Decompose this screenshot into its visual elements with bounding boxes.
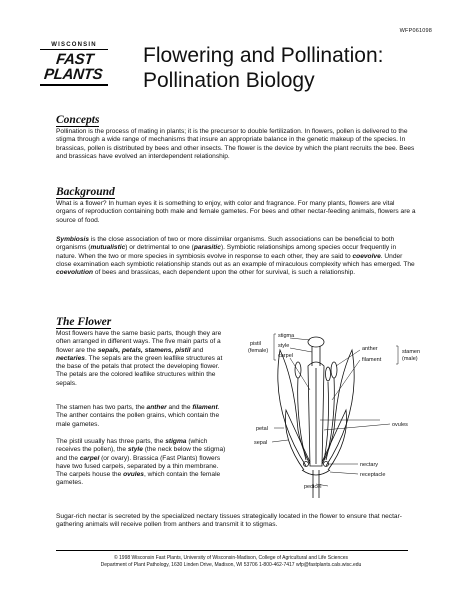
anther-right-2-shape — [326, 367, 331, 381]
filament-right-shape — [326, 378, 334, 460]
term-filament: filament — [192, 404, 218, 411]
term-nectaries: nectaries — [56, 354, 85, 362]
label-nectary: nectary — [360, 462, 379, 468]
concepts-heading: Concepts — [56, 114, 100, 126]
term-mutualistic: mutualistic — [90, 244, 126, 252]
receptacle-shape — [302, 470, 330, 475]
flower-paragraph-4: Sugar-rich nectar is secreted by the specialized nectary tissues strategically located in the flower to ensure that nectar-gathering animals will receive pollen from anthers and transmit it to stigmas. — [56, 513, 402, 529]
flower-paragraph-2: The stamen has two parts, the anther and the filament. The anther contains the pollen grains, which contain the male gametes. — [56, 404, 220, 428]
document-id: WFP061098 — [399, 28, 432, 34]
page-title — [143, 43, 443, 93]
concepts-paragraph: Pollination is the process of mating in plants; it is the precursor to double fertilization. In flowers, pollen is delivered to the stigma through a wide range of mechanisms that insure an appropriate balance in the genetic makeup of the species. In brassicas, pollen is distributed by bees and other insects. The flower is the device by which the plant recruits the bee. Bees and brassicas have evolved an interdependent relationship. — [56, 128, 415, 160]
flower-diagram — [240, 320, 430, 498]
anther-right-shape — [331, 362, 337, 378]
term-coevolution: coevolution — [56, 269, 93, 277]
background-paragraph-1: What is a flower? In human eyes it is something to enjoy, with color and fragrance. For many plants, flowers are vital organs of reproduction containing both male and female gametes. For bees and other nectar-feeding animals, flowers are a source of food. — [56, 200, 416, 224]
flower-paragraph-1: Most flowers have the same basic parts, though they are often arranged in different ways. The five main parts of a flower are the sepals, petals, stamens, pistil and nectaries. The sepals are the green leaflike structures at the base of the petals that protect the developing flower. The petals are the colored leaflike structures within the sepals. — [56, 330, 223, 387]
term-anther: anther — [146, 404, 167, 411]
label-male: (male) — [402, 356, 418, 362]
petal-left-shape — [278, 350, 310, 466]
term-coevolve: coevolve — [352, 252, 381, 260]
footer — [40, 555, 422, 569]
term-parasitic: parasitic — [193, 244, 221, 252]
stigma-shape — [308, 337, 324, 347]
term-style: style — [127, 446, 143, 454]
page-title-line1: Flowering and Pollination: — [143, 44, 384, 67]
wisconsin-fast-plants-logo — [40, 42, 108, 88]
label-female: (female) — [248, 348, 269, 354]
logo-underline — [40, 84, 108, 86]
label-petal: petal — [256, 426, 268, 432]
label-style: style — [278, 343, 290, 349]
label-ovules: ovules — [392, 422, 408, 428]
label-anther: anther — [362, 346, 378, 352]
stamen-bracket — [396, 346, 398, 364]
footer-line-2: Department of Plant Pathology, 1630 Linden Drive, Madison, WI 53706 1-800-462-7417 wfp@fastplants.cals.wisc.edu — [100, 562, 362, 568]
style-shape — [312, 346, 320, 366]
label-receptacle: receptacle — [360, 472, 386, 478]
flower-heading: The Flower — [56, 316, 112, 328]
logo-top-text: WISCONSIN — [40, 42, 108, 50]
label-pedicel: pedicel — [304, 484, 322, 490]
anther-left-shape — [295, 362, 301, 378]
background-heading: Background — [56, 186, 115, 198]
logo-main-text: FAST PLANTS — [43, 51, 104, 83]
term-symbiosis: Symbiosis — [56, 236, 89, 243]
footer-line-1: © 1998 Wisconsin Fast Plants, University of Wisconsin-Madison, College of Agricultural and Life Sciences — [113, 555, 349, 561]
label-filament: filament — [362, 357, 382, 363]
filament-right-2-shape — [324, 382, 329, 460]
label-sepal: sepal — [254, 440, 268, 446]
background-paragraph-2: Symbiosis is the close association of two or more dissimilar organisms. Such associations can be beneficial to both organisms (mutualistic) or detrimental to one (parasitic). Symbiotic relationships among species occur frequently in nature. When the two or more species in symbiosis evolve in response to each other, they are said to coevolve. Under close examination each symbiotic relationship stands out as an example of miraculous complexity which has emerged. The coevolution of bees and brassicas, each dependent upon the other for survival, is such a relationship. — [56, 236, 415, 277]
term-stigma: stigma — [165, 438, 187, 445]
term-ovules: ovules — [123, 471, 144, 479]
label-stamen: stamen — [402, 349, 421, 355]
term-flower-parts: sepals, petals, stamens, pistil — [97, 346, 191, 354]
label-pistil: pistil — [250, 341, 262, 347]
label-stigma: stigma — [278, 333, 295, 339]
footer-divider — [56, 550, 408, 551]
flower-paragraph-3: The pistil usually has three parts, the stigma (which receives the pollen), the style (the neck below the stigma) and the carpel (or ovary). Brassica (Fast Plants) flowers have two fused carpels, separated by a thin membrane. The carpels house the ovules, which contain the female gametes. — [56, 438, 226, 487]
sepal-left-shape — [285, 410, 310, 470]
pistil-bracket — [274, 334, 276, 360]
sepal-right-shape — [322, 410, 347, 470]
filament-left-shape — [298, 378, 306, 460]
term-carpel: carpel — [79, 454, 100, 462]
page-title-line2: Pollination Biology — [143, 69, 315, 92]
label-carpel: carpel — [278, 353, 293, 359]
